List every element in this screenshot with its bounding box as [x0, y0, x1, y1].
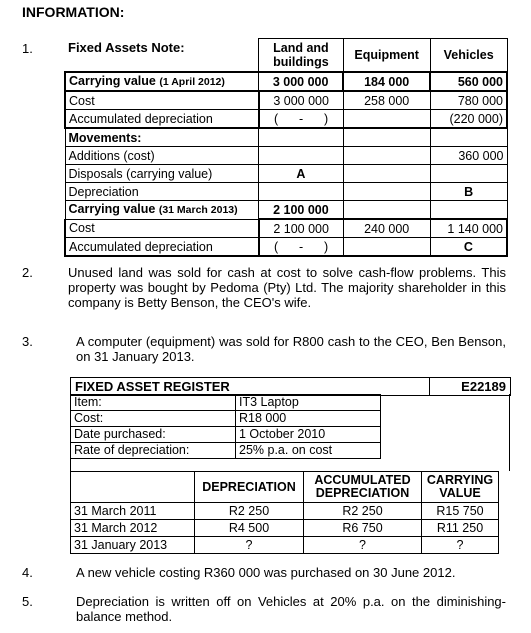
table-row [65, 91, 507, 110]
cell: R6 750 [304, 520, 422, 537]
cell [343, 165, 430, 183]
cell [259, 183, 343, 201]
land-and-buildings-header: Land and buildings [259, 39, 343, 73]
cell [430, 165, 507, 183]
info-label: Item: [71, 395, 236, 411]
vehicles-header: Vehicles [430, 39, 507, 73]
table-row [65, 238, 507, 257]
info-value: IT3 Laptop [236, 395, 381, 411]
register-title: FIXED ASSET REGISTER [75, 379, 230, 394]
cell: (220 000) [430, 110, 507, 129]
table-row [71, 537, 499, 554]
note-1-number: 1. [22, 41, 33, 56]
cell: ? [304, 537, 422, 554]
row-label: Movements: [65, 128, 259, 147]
cell: 258 000 [343, 91, 430, 110]
table-row [65, 219, 507, 238]
info-value: 25% p.a. on cost [236, 443, 381, 459]
table-row [71, 520, 499, 537]
table-row [65, 110, 507, 129]
row-label: Carrying value (1 April 2012) [65, 72, 259, 91]
table-row [65, 165, 507, 183]
cell: R2 250 [195, 503, 304, 520]
cell [343, 147, 430, 165]
note-3-text: A computer (equipment) was sold for R800 cash to the CEO, Ben Benson, on 31 January 2013. [76, 334, 506, 364]
cell [343, 128, 430, 147]
cell: R11 250 [422, 520, 499, 537]
cell [343, 183, 430, 201]
row-label: Carrying value (31 March 2013) [65, 201, 259, 220]
table-row [71, 503, 499, 520]
cell [343, 110, 430, 129]
row-label: Accumulated depreciation [65, 238, 259, 257]
carrying-value-header: CARRYING VALUE [422, 472, 499, 503]
cell: R4 500 [195, 520, 304, 537]
info-value: R18 000 [236, 411, 381, 427]
table-row [65, 201, 507, 220]
info-label: Cost: [71, 411, 236, 427]
note-3-number: 3. [22, 334, 33, 349]
accumulated-depreciation-header: ACCUMULATED DEPRECIATION [304, 472, 422, 503]
table-row [65, 72, 507, 91]
cell: 560 000 [430, 72, 507, 91]
cell [430, 128, 507, 147]
title-divider [429, 378, 430, 395]
cell: 3 000 000 [259, 72, 343, 91]
cell [259, 128, 343, 147]
fixed-assets-note-table [64, 38, 508, 257]
cell: 1 140 000 [430, 219, 507, 238]
row-date: 31 March 2012 [71, 520, 195, 537]
cell [343, 201, 430, 220]
cell: 360 000 [430, 147, 507, 165]
table-row [71, 443, 381, 459]
row-label: Cost [65, 91, 259, 110]
cell-c: C [430, 238, 507, 257]
note-5-text: Depreciation is written off on Vehicles at 20% p.a. on the diminishing-balance method. [76, 594, 506, 624]
equipment-header: Equipment [343, 39, 430, 73]
row-date: 31 March 2011 [71, 503, 195, 520]
info-label: Date purchased: [71, 427, 236, 443]
table-header-row [71, 472, 499, 503]
register-left-border [70, 394, 71, 471]
cell: ( - ) [259, 110, 343, 129]
note-5-number: 5. [22, 594, 33, 609]
cell-b: B [430, 183, 507, 201]
cell: 2 100 000 [259, 201, 343, 220]
row-date: 31 January 2013 [71, 537, 195, 554]
depreciation-header: DEPRECIATION [195, 472, 304, 503]
register-info-table [70, 394, 381, 459]
register-depreciation-table [70, 471, 499, 554]
cell: R2 250 [304, 503, 422, 520]
fixed-assets-header-row [65, 39, 507, 73]
note-4-text: A new vehicle costing R360 000 was purchased on 30 June 2012. [76, 565, 456, 580]
row-label: Additions (cost) [65, 147, 259, 165]
cell: 780 000 [430, 91, 507, 110]
table-row [71, 427, 381, 443]
register-right-border [509, 394, 510, 471]
cell: 184 000 [343, 72, 430, 91]
table-row [71, 395, 381, 411]
fixed-assets-note-title: Fixed Assets Note: [68, 40, 185, 55]
date-header [71, 472, 195, 503]
note-4-number: 4. [22, 565, 33, 580]
cell: 2 100 000 [259, 219, 343, 238]
table-row [65, 183, 507, 201]
table-row [65, 147, 507, 165]
note-2-number: 2. [22, 265, 33, 280]
table-row [65, 128, 507, 147]
cell: R15 750 [422, 503, 499, 520]
cell [259, 147, 343, 165]
cell: 3 000 000 [259, 91, 343, 110]
row-label: Accumulated depreciation [65, 110, 259, 129]
table-row [71, 411, 381, 427]
row-label: Disposals (carrying value) [65, 165, 259, 183]
cell: ( - ) [259, 238, 343, 257]
cell: ? [195, 537, 304, 554]
cell: ? [422, 537, 499, 554]
information-heading: INFORMATION: [22, 4, 125, 20]
cell [343, 238, 430, 257]
info-label: Rate of depreciation: [71, 443, 236, 459]
row-label: Depreciation [65, 183, 259, 201]
row-label: Cost [65, 219, 259, 238]
register-code: E22189 [461, 379, 506, 394]
cell [430, 201, 507, 220]
cell-a: A [259, 165, 343, 183]
info-value: 1 October 2010 [236, 427, 381, 443]
cell: 240 000 [343, 219, 430, 238]
note-2-text: Unused land was sold for cash at cost to solve cash-flow problems. This property was bought by Pedoma (Pty) Ltd. The majority shareholder in this company is Betty Benson, the CEO's wife. [68, 265, 506, 310]
